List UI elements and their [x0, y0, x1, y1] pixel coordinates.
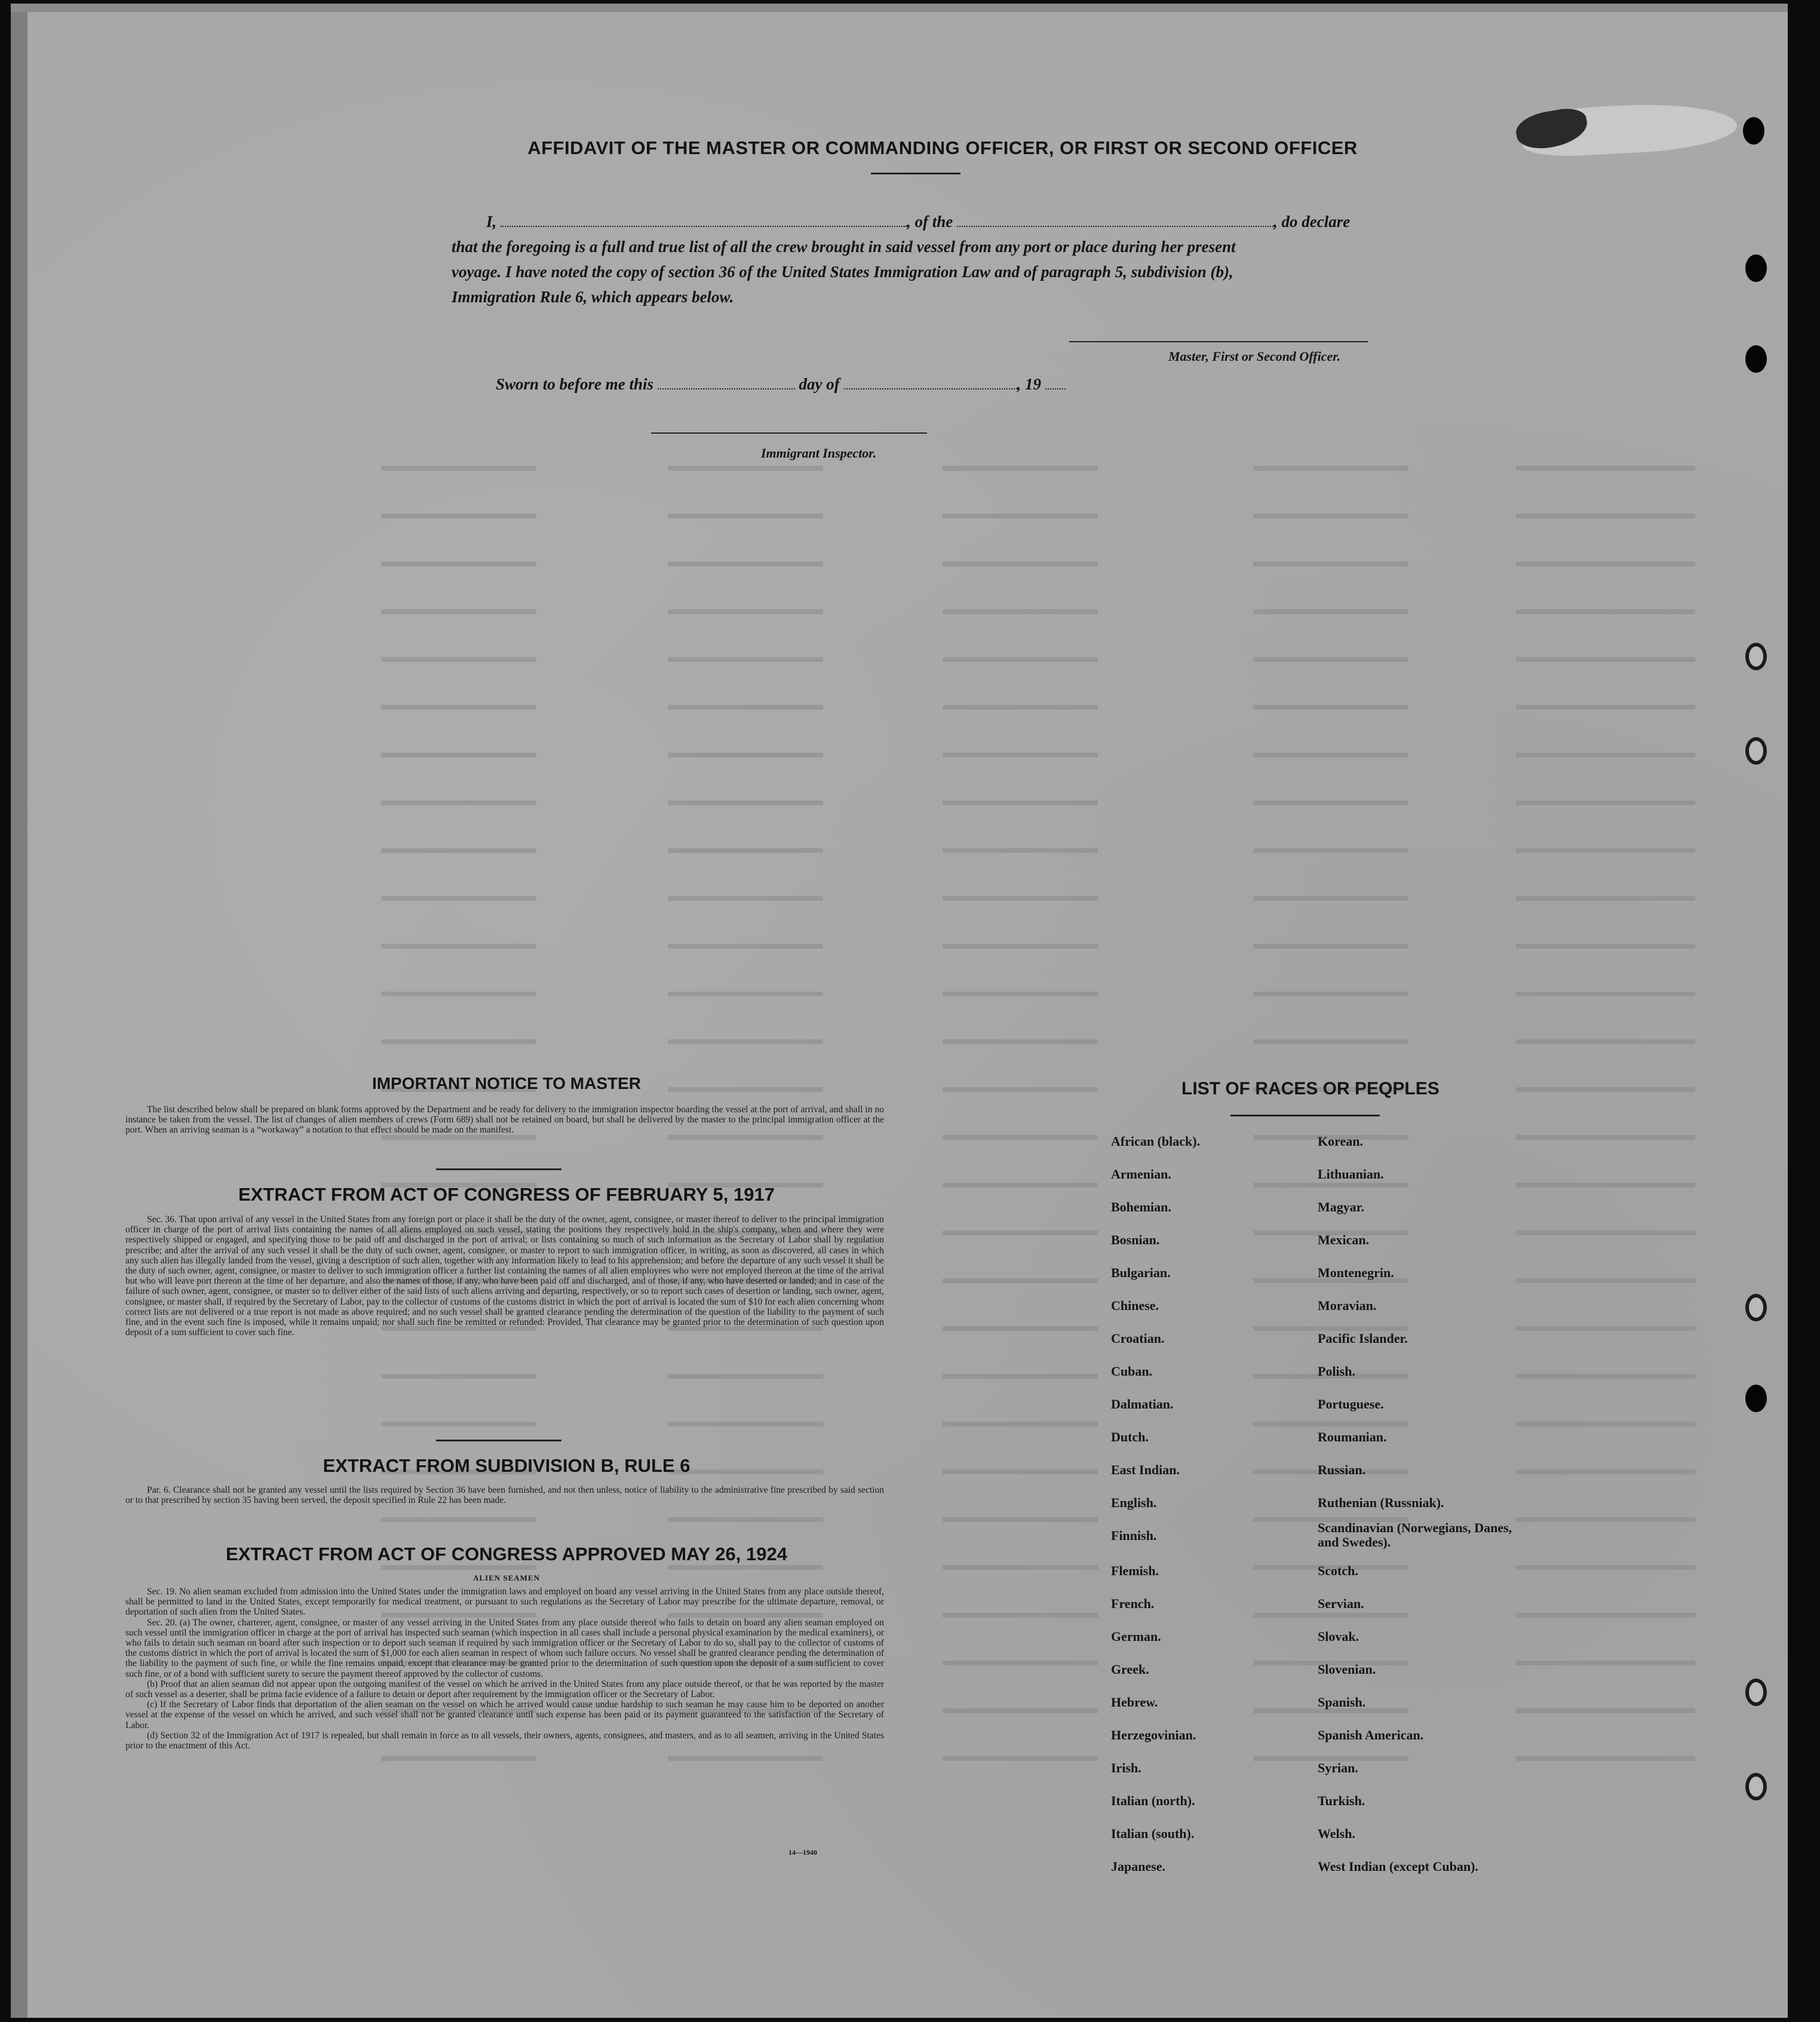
extract-1917-title: EXTRACT FROM ACT OF CONGRESS OF FEBRUARY 5, 1917	[238, 1184, 775, 1205]
bleed-through-mark	[381, 935, 536, 949]
bleed-through-mark	[1253, 696, 1408, 710]
bleed-through-mark	[1253, 553, 1408, 566]
bleed-through-mark	[381, 792, 536, 805]
race-item: East Indian.	[1111, 1462, 1180, 1477]
bleed-through-mark	[943, 1509, 1098, 1522]
bleed-through-mark	[943, 840, 1098, 853]
bleed-through-mark	[668, 1413, 823, 1426]
bleed-through-mark	[1516, 744, 1695, 757]
race-item: Italian (north).	[1111, 1793, 1195, 1808]
section-rule	[436, 1168, 561, 1170]
bleed-through-mark	[1253, 505, 1408, 518]
bleed-through-mark	[1253, 935, 1408, 949]
sec-20d-paragraph: (d) Section 32 of the Immigration Act of 1917 is repealed, but shall remain in force as to all vessels, their owners, agents, consignees, and masters, and as to all seamen, arriving in the United States prior to the enactment of this Act.	[125, 1730, 884, 1751]
race-item: Mexican.	[1318, 1232, 1370, 1247]
bleed-through-mark	[1516, 696, 1695, 710]
bleed-through-mark	[668, 505, 823, 518]
race-item: Bohemian.	[1111, 1199, 1171, 1214]
race-item: Dutch.	[1111, 1429, 1149, 1444]
bleed-through-mark	[1516, 1652, 1695, 1665]
bleed-through-mark	[943, 1748, 1098, 1761]
bleed-through-mark	[943, 888, 1098, 901]
bleed-through-mark	[668, 1366, 823, 1379]
sworn-year-blank[interactable]	[1045, 378, 1066, 389]
sec-19-paragraph: Sec. 19. No alien seaman excluded from admission into the United States under the immigration laws and employed on board any vessel arriving in the United States from any place outside thereof, shall be permitted to land in the United States, except temporarily for medical treatment, or pursuant to such regulations as the Secretary of Labor may prescribe for the ultimate departure, removal, or deportation of such alien from the United States.	[125, 1587, 884, 1618]
bleed-through-mark	[381, 601, 536, 614]
bleed-through-mark	[668, 696, 823, 710]
bleed-through-mark	[1516, 1318, 1695, 1331]
affidavit-line-2: that the foregoing is a full and true list of all the crew brought in said vessel from any port or place during her present	[452, 238, 1236, 256]
bleed-through-mark	[1516, 840, 1695, 853]
bleed-through-mark	[381, 983, 536, 996]
race-item: Pacific Islander.	[1318, 1331, 1408, 1346]
sec-20a-paragraph: Sec. 20. (a) The owner, charterer, agent, consignee, or master of any vessel arriving in the United States from any place outside thereof who fails to detain on board any alien seaman employed on such vessel until the immigration officer in charge at the port of arrival has inspected such seaman (which inspection in all cases shall include a personal physical examination by the medical examiners), or who fails to detain such seaman on board after such inspection or to deport such seaman if required by such immigration officer or the Secretary of Labor to do so, shall pay to the collector of customs of the customs district in which the port of arrival is located the sum of $1,000 for each alien seaman in respect of whom such failure occurs. No vessel shall be granted clearance pending the determination of the liability to the payment of such fine, or while the fine remains unpaid, except that clearance may be granted prior to the determination of such question upon the deposit of a sum sufficient to cover such fine, or of a bond with sufficient surety to secure the payment thereof approved by the collector of customs.	[125, 1617, 884, 1679]
year-label: , 19	[1017, 375, 1042, 393]
notice-paragraph: The list described below shall be prepared on blank forms approved by the Department and be ready for delivery to the immigration inspector boarding the vessel at the port of arrival, and shall in no instance be taken from the vessel. The list of changes of alien members of crews (Form 689) shall not be retained on board, but shall be delivered by the master to the principal immigration officer at the port. When an arriving seaman is a “workaway” a notation to that effect should be made on the manifest.	[125, 1104, 884, 1136]
bleed-through-mark	[381, 649, 536, 662]
race-item: Welsh.	[1318, 1826, 1355, 1841]
bleed-through-mark	[668, 553, 823, 566]
bleed-through-mark	[943, 505, 1098, 518]
bleed-through-mark	[381, 553, 536, 566]
bleed-through-mark	[381, 1366, 536, 1379]
page-top-edge	[11, 4, 1788, 12]
race-item: Russian.	[1318, 1462, 1366, 1477]
bleed-through-mark	[1253, 744, 1408, 757]
race-item: Lithuanian.	[1318, 1167, 1384, 1182]
bleed-through-mark	[943, 983, 1098, 996]
bleed-through-mark	[668, 983, 823, 996]
bleed-through-mark	[1516, 601, 1695, 614]
bleed-through-mark	[1516, 1366, 1695, 1379]
bleed-through-mark	[1516, 1031, 1695, 1044]
race-item: Cuban.	[1111, 1364, 1153, 1379]
bleed-through-mark	[1253, 601, 1408, 614]
declarant-label: I,	[486, 213, 497, 231]
affidavit-line-3: voyage. I have noted the copy of section 36 of the United States Immigration Law and of paragraph 5, subdivision (b),	[452, 263, 1233, 281]
bleed-through-mark	[668, 744, 823, 757]
bleed-through-mark	[943, 1318, 1098, 1331]
rule-6-paragraph: Par. 6. Clearance shall not be granted any vessel until the lists required by Section 36 have been furnished, and not then unless, notice of liability to the administrative fine prescribed by said section or to that prescribed by section 35 having been served, the deposit specified in Rule 22 has been made.	[125, 1485, 884, 1506]
race-item: Korean.	[1318, 1134, 1363, 1149]
bleed-through-mark	[381, 840, 536, 853]
sec-20b-paragraph: (b) Proof that an alien seaman did not appear upon the outgoing manifest of the vessel on which he arrived in the United States from any place outside thereof, or that he was reported by the master of such vessel as a deserter, shall be prima facie evidence of a failure to detain or deport after requirement by the immigration officer or the Secretary of Labor.	[125, 1679, 884, 1700]
bleed-through-mark	[668, 1031, 823, 1044]
bleed-through-mark	[943, 1174, 1098, 1188]
binder-hole	[1745, 1385, 1767, 1412]
sworn-label: Sworn to before me this	[496, 375, 654, 393]
notice-text	[125, 1104, 884, 1136]
bleed-through-mark	[1516, 649, 1695, 662]
notice-title: IMPORTANT NOTICE TO MASTER	[372, 1074, 642, 1093]
race-item: Italian (south).	[1111, 1826, 1195, 1841]
bleed-through-mark	[943, 553, 1098, 566]
bleed-through-mark	[1516, 1700, 1695, 1713]
bleed-through-mark	[668, 840, 823, 853]
bleed-through-mark	[1516, 1413, 1695, 1426]
races-title: LIST OF RACES OR PEQPLES	[1181, 1079, 1440, 1099]
affidavit-line-1	[486, 213, 1350, 231]
race-item: Spanish.	[1318, 1695, 1366, 1710]
affidavit-title: AFFIDAVIT OF THE MASTER OR COMMANDING OFFICER, OR FIRST OR SECOND OFFICER	[527, 137, 1358, 158]
bleed-through-mark	[943, 1413, 1098, 1426]
bleed-through-mark	[943, 792, 1098, 805]
race-item: Turkish.	[1318, 1793, 1365, 1808]
race-item: Greek.	[1111, 1662, 1149, 1677]
bleed-through-mark	[1253, 1413, 1408, 1426]
binder-hole	[1745, 1679, 1767, 1706]
bleed-through-mark	[1516, 1127, 1695, 1140]
bleed-through-mark	[1253, 983, 1408, 996]
race-item: Spanish American.	[1318, 1728, 1424, 1742]
bleed-through-mark	[381, 888, 536, 901]
bleed-through-mark	[1253, 1748, 1408, 1761]
race-item: Ruthenian (Russniak).	[1318, 1495, 1444, 1510]
race-item: West Indian (except Cuban).	[1318, 1859, 1478, 1874]
sworn-day-blank[interactable]	[658, 378, 795, 389]
bleed-through-mark	[1516, 888, 1695, 901]
bleed-through-mark	[1253, 649, 1408, 662]
bleed-through-mark	[1253, 1031, 1408, 1044]
bleed-through-mark	[668, 935, 823, 949]
bleed-through-mark	[381, 505, 536, 518]
bleed-through-mark	[943, 935, 1098, 949]
race-item: Moravian.	[1318, 1298, 1377, 1313]
bleed-through-mark	[1253, 888, 1408, 901]
bleed-through-mark	[1253, 840, 1408, 853]
bleed-through-mark	[1516, 505, 1695, 518]
bleed-through-mark	[1516, 553, 1695, 566]
day-of-label: day of	[799, 375, 840, 393]
race-item: Bulgarian.	[1111, 1265, 1171, 1280]
race-item: French.	[1111, 1596, 1155, 1611]
race-item: Hebrew.	[1111, 1695, 1158, 1710]
bleed-through-mark	[943, 1652, 1098, 1665]
binder-hole	[1745, 1294, 1767, 1321]
extract-1917-paragraph: Sec. 36. That upon arrival of any vessel in the United States from any foreign port or place it shall be the duty of the owner, agent, consignee, or master thereof to deliver to the principal immigration officer in charge of the port of arrival lists containing the names of all aliens employed on such vessel, stating the positions they respectively hold in the ship's company, when and where they were respectively shipped or engaged, and specifying those to be paid off and discharged in the port of arrival; or lists containing so much of such information as the Secretary of Labor shall by regulation prescribe; and after the arrival of any such vessel it shall be the duty of such owner, agent, consignee, or master to report to such immigration officer, in writing, as soon as discovered, all cases in which any such alien has illegally landed from the vessel, giving a description of such alien, together with any information likely to lead to his apprehension; and before the departure of any such vessel it shall be the duty of such owner, agent, consignee, or master to deliver to such immigration officer a further list containing the names of all alien employees who were not employed thereon at the time of the arrival but who will leave port thereon at the time of her departure, and also the names of those, if any, who have been paid off and discharged, and of those, if any, who have deserted or landed; and in case of the failure of such owner, agent, consignee, or master so to deliver either of the said lists of such aliens arriving and departing, respectively, or so to report such cases of desertion or landing, such owner, agent, consignee, or master shall, if required by the Secretary of Labor, pay to the collector of customs of the customs district in which the port of arrival is located the sum of $10 for each alien concerning whom correct lists are not delivered or a true report is not made as above required; and no such vessel shall be granted clearance pending the determination of the question of the liability to the payment of such fine, and in the event such fine is imposed, while it remains unpaid; nor shall such fine be remitted or refunded: Provided, That clearance may be granted prior to the determination of such question upon deposit of a sum sufficient to cover such fine.	[125, 1214, 884, 1338]
race-item: Finnish.	[1111, 1528, 1157, 1543]
race-item: Scandinavian (Norwegians, Danes, and Swedes).	[1318, 1520, 1512, 1550]
race-item: Armenian.	[1111, 1167, 1171, 1182]
bleed-through-mark	[1516, 1748, 1695, 1761]
bleed-through-mark	[1253, 792, 1408, 805]
bleed-through-mark	[1516, 1174, 1695, 1188]
page-left-edge	[11, 4, 27, 2018]
bleed-through-mark	[381, 458, 536, 471]
bleed-through-mark	[1516, 1079, 1695, 1092]
races-title-rule	[1230, 1115, 1380, 1116]
race-item: Servian.	[1318, 1596, 1364, 1611]
race-item: Croatian.	[1111, 1331, 1165, 1346]
binder-hole	[1745, 1773, 1767, 1800]
bleed-through-mark	[943, 1079, 1098, 1092]
race-item: Irish.	[1111, 1760, 1141, 1775]
bleed-through-mark	[668, 649, 823, 662]
bleed-through-mark	[1516, 1270, 1695, 1283]
bleed-through-mark	[668, 601, 823, 614]
inspector-signature-line[interactable]	[651, 432, 927, 434]
bleed-through-mark	[943, 1461, 1098, 1474]
form-number: 14—1940	[788, 1848, 817, 1857]
bleed-through-mark	[943, 1270, 1098, 1283]
affidavit-line-4: Immigration Rule 6, which appears below.	[452, 288, 734, 306]
race-item: Portuguese.	[1318, 1397, 1384, 1412]
bleed-through-mark	[668, 792, 823, 805]
binder-hole	[1745, 254, 1767, 282]
race-item: Herzegovinian.	[1111, 1728, 1196, 1742]
race-item: African (black).	[1111, 1134, 1201, 1149]
inspector-label: Immigrant Inspector.	[761, 446, 877, 461]
bleed-through-mark	[943, 458, 1098, 471]
bleed-through-mark	[381, 696, 536, 710]
extract-1917-text	[125, 1214, 884, 1337]
sworn-line	[496, 375, 1066, 394]
bleed-through-mark	[1253, 1318, 1408, 1331]
binder-hole	[1745, 643, 1767, 670]
bleed-through-mark	[943, 1366, 1098, 1379]
race-item: Japanese.	[1111, 1859, 1166, 1874]
bleed-through-mark	[1516, 1509, 1695, 1522]
bleed-through-mark	[381, 1509, 536, 1522]
race-item: Slovenian.	[1318, 1662, 1376, 1677]
vessel-label: , of the	[907, 213, 953, 231]
bleed-through-mark	[943, 1127, 1098, 1140]
sworn-month-blank[interactable]	[844, 378, 1017, 389]
bleed-through-mark	[943, 1557, 1098, 1570]
bleed-through-mark	[1516, 935, 1695, 949]
race-item: German.	[1111, 1629, 1161, 1644]
bleed-through-mark	[1516, 1557, 1695, 1570]
binder-hole	[1745, 345, 1767, 373]
race-item: Magyar.	[1318, 1199, 1365, 1214]
alien-seamen-subtitle: ALIEN SEAMEN	[472, 1573, 541, 1582]
race-item: Chinese.	[1111, 1298, 1159, 1313]
bleed-through-mark	[668, 1509, 823, 1522]
race-item: Polish.	[1318, 1364, 1355, 1379]
binder-hole	[1745, 737, 1767, 765]
bleed-through-mark	[943, 1031, 1098, 1044]
race-item: Dalmatian.	[1111, 1397, 1174, 1412]
bleed-through-mark	[943, 696, 1098, 710]
race-item: Scotch.	[1318, 1563, 1358, 1578]
bleed-through-mark	[1253, 458, 1408, 471]
bleed-through-mark	[1516, 458, 1695, 471]
bleed-through-mark	[943, 601, 1098, 614]
declare-label: , do declare	[1273, 213, 1351, 231]
bleed-through-mark	[943, 744, 1098, 757]
bleed-through-mark	[1516, 1461, 1695, 1474]
race-item: English.	[1111, 1495, 1157, 1510]
extract-1924-title: EXTRACT FROM ACT OF CONGRESS APPROVED MAY 26, 1924	[226, 1544, 787, 1564]
race-item: Syrian.	[1318, 1760, 1358, 1775]
master-signature-line[interactable]	[1069, 341, 1368, 342]
bleed-through-mark	[1516, 983, 1695, 996]
race-item: Bosnian.	[1111, 1232, 1160, 1247]
race-item: Roumanian.	[1318, 1429, 1387, 1444]
extract-1924-text	[125, 1587, 884, 1751]
section-rule	[436, 1440, 561, 1441]
master-label: Master, First or Second Officer.	[1168, 349, 1341, 364]
race-item: Montenegrin.	[1318, 1265, 1394, 1280]
sec-20c-paragraph: (c) If the Secretary of Labor finds that deportation of the alien seaman on the vessel on which he arrived would cause undue hardship to such seaman he may cause him to be deported on another vessel at the expense of the vessel on which he arrived, and such vessel shall not be granted clearance until such expense has been paid or its payment guaranteed to the satisfaction of the Secretary of Labor.	[125, 1699, 884, 1730]
bleed-through-mark	[943, 1700, 1098, 1713]
bleed-through-mark	[381, 1413, 536, 1426]
vessel-name-blank[interactable]	[957, 215, 1273, 227]
bleed-through-mark	[943, 1222, 1098, 1235]
rule-6-title: EXTRACT FROM SUBDIVISION B, RULE 6	[323, 1455, 690, 1476]
document-page	[11, 4, 1788, 2018]
race-item: Slovak.	[1318, 1629, 1359, 1644]
declarant-name-blank[interactable]	[501, 215, 907, 227]
bleed-through-mark	[1516, 1604, 1695, 1618]
bleed-through-mark	[381, 744, 536, 757]
title-rule	[871, 173, 960, 174]
bleed-through-mark	[943, 1604, 1098, 1618]
bleed-through-mark	[668, 888, 823, 901]
binder-hole	[1743, 117, 1764, 145]
bleed-through-mark	[943, 649, 1098, 662]
bleed-through-mark	[1516, 1222, 1695, 1235]
race-item: Flemish.	[1111, 1563, 1159, 1578]
bleed-through-mark	[381, 1031, 536, 1044]
bleed-through-mark	[1516, 792, 1695, 805]
rule-6-text	[125, 1485, 884, 1505]
